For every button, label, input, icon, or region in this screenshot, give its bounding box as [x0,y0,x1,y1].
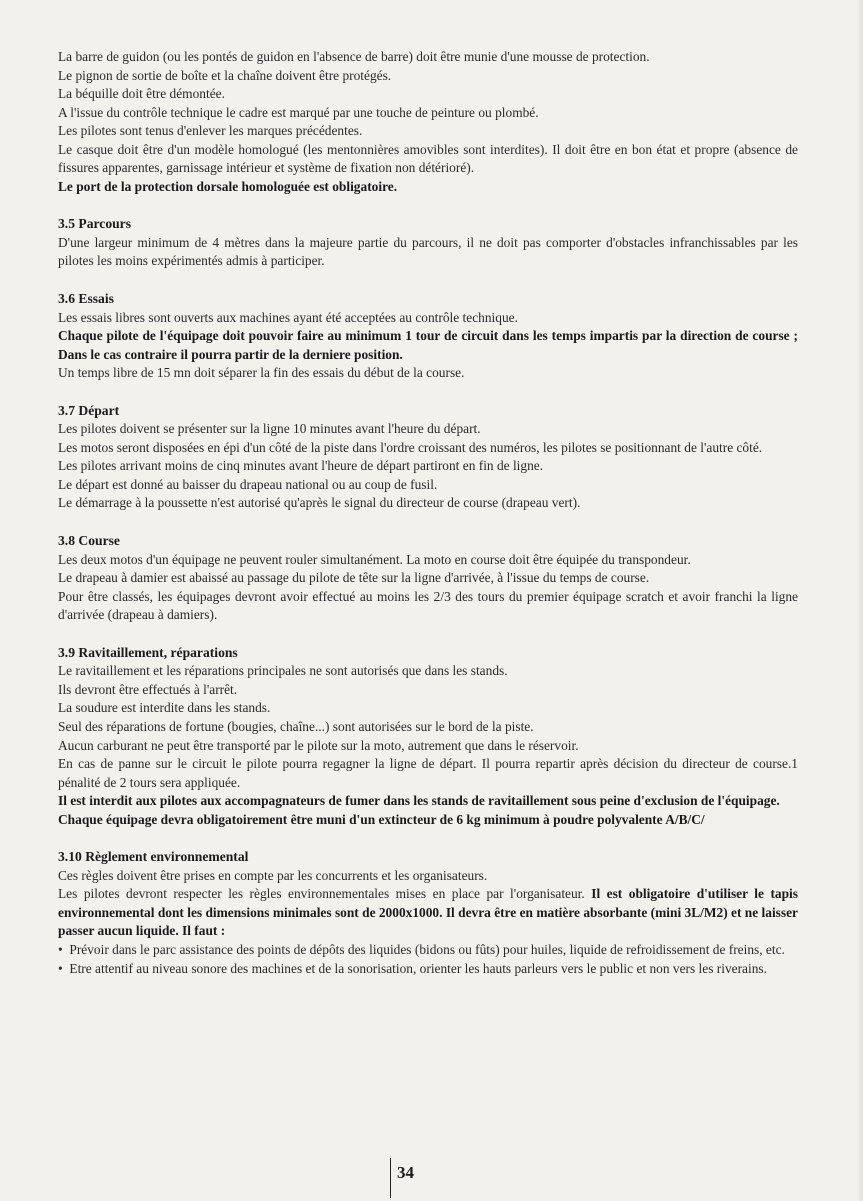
paragraph: En cas de panne sur le circuit le pilote pourra regagner la ligne de départ. Il pourra repartir après décision du directeur de course.1 pénalité de 2 tours sera appliquée. [58,756,798,790]
paragraph: Les motos seront disposées en épi d'un côté de la piste dans l'ordre croissant des numéros, les pilotes se positionnant de l'autre côté. [58,439,763,455]
paragraph: A l'issue du contrôle technique le cadre est marqué par une touche de peinture ou plombé. [58,104,539,120]
section-title: 3.8 Course [58,533,120,549]
paragraph: Le départ est donné au baisser du drapeau national ou au coup de fusil. [58,476,438,492]
env-normal-text: Les pilotes devront respecter les règles environnementales mises en place par l'organisateur. [58,886,592,902]
section-title: 3.9 Ravitaillement, réparations [58,644,238,660]
page-number: 34 [390,1158,414,1198]
paragraph: Le casque doit être d'un modèle homologué (les mentonnières amovibles sont interdites). Il doit être en bon état et propre (absence de fissures apparentes, garnissage intérieur et système de fixation non détérioré). [58,141,798,176]
scan-edge-shadow [857,0,863,1201]
section-title: 3.7 Départ [58,402,120,418]
paragraph: Le ravitaillement et les réparations principales ne sont autorisés que dans les stands. [58,663,508,679]
paragraph: Ils devront être effectués à l'arrêt. [58,681,238,697]
paragraph: La béquille doit être démontée. [58,86,225,102]
document-page [58,48,798,978]
paragraph: Les essais libres sont ouverts aux machines ayant été acceptées au contrôle technique. [58,309,518,325]
section-title: 3.5 Parcours [58,216,131,232]
section-title: 3.6 Essais [58,291,114,307]
paragraph: Le démarrage à la poussette n'est autorisé qu'après le signal du directeur de course (drapeau vert). [58,495,581,511]
paragraph: Aucun carburant ne peut être transporté par le pilote sur la moto, autrement que dans le réservoir. [58,737,579,753]
sections-block [58,196,798,829]
paragraph: Seul des réparations de fortune (bougies, chaîne...) sont autorisées sur le bord de la piste. [58,718,534,734]
paragraph: Pour être classés, les équipages devront avoir effectué au moins les 2/3 des tours du premier équipage scratch et avoir franchi la ligne d'arrivée (drapeau à damiers). [58,588,798,623]
paragraph: Le pignon de sortie de boîte et la chaîne doivent être protégés. [58,67,392,83]
env-bullet-item: • Prévoir dans le parc assistance des points de dépôts des liquides (bidons ou fûts) pour huiles, liquide de refroidissement de freins, etc. [58,941,798,960]
bold-paragraph: Chaque pilote de l'équipage doit pouvoir faire au minimum 1 tour de circuit dans les temps impartis par la direction de course ; Dans le cas contraire il pourra partir de la derniere position. [58,328,798,362]
paragraph: D'une largeur minimum de 4 mètres dans la majeure partie du parcours, il ne doit pas comporter d'obstacles infranchissables par les pilotes les moins expérimentés admis à participer. [58,234,798,269]
env-paragraph-mixed [58,885,798,941]
paragraph: Les pilotes doivent se présenter sur la ligne 10 minutes avant l'heure du départ. [58,421,481,437]
bold-paragraph: Il est interdit aux pilotes aux accompagnateurs de fumer dans les stands de ravitaillement sous peine d'exclusion de l'équipage. [58,793,780,809]
paragraph: Le drapeau à damier est abaissé au passage du pilote de tête sur la ligne d'arrivée, à l'issue du temps de course. [58,570,650,586]
intro-block [58,48,798,196]
env-paragraph: Ces règles doivent être prises en compte par les concurrents et les organisateurs. [58,867,488,883]
paragraph: La soudure est interdite dans les stands. [58,700,271,716]
paragraph: Les pilotes sont tenus d'enlever les marques précédentes. [58,123,363,139]
bold-paragraph: Le port de la protection dorsale homologuée est obligatoire. [58,178,398,194]
env-bold-text: Il est obligatoire d'utiliser le tapis environnemental dont les dimensions minimales sont de 2000x1000. Il devra être en matière absorbante (mini 3L/M2) et ne laisser passer aucun liquide. Il faut : [58,886,798,939]
paragraph: Un temps libre de 15 mn doit séparer la fin des essais du début de la course. [58,365,465,381]
section-title-environment: 3.10 Règlement environnemental [58,849,249,865]
bold-paragraph: Chaque équipage devra obligatoirement être muni d'un extincteur de 6 kg minimum à poudre polyvalente A/B/C/ [58,811,705,827]
paragraph: La barre de guidon (ou les pontés de guidon en l'absence de barre) doit être munie d'une mousse de protection. [58,49,650,64]
paragraph: Les deux motos d'un équipage ne peuvent rouler simultanément. La moto en course doit être équipée du transpondeur. [58,551,691,567]
paragraph: Les pilotes arrivant moins de cinq minutes avant l'heure de départ partiront en fin de ligne. [58,458,544,474]
env-bullet-item: • Etre attentif au niveau sonore des machines et de la sonorisation, orienter les hauts parleurs vers le public et non vers les riverains. [58,960,798,979]
